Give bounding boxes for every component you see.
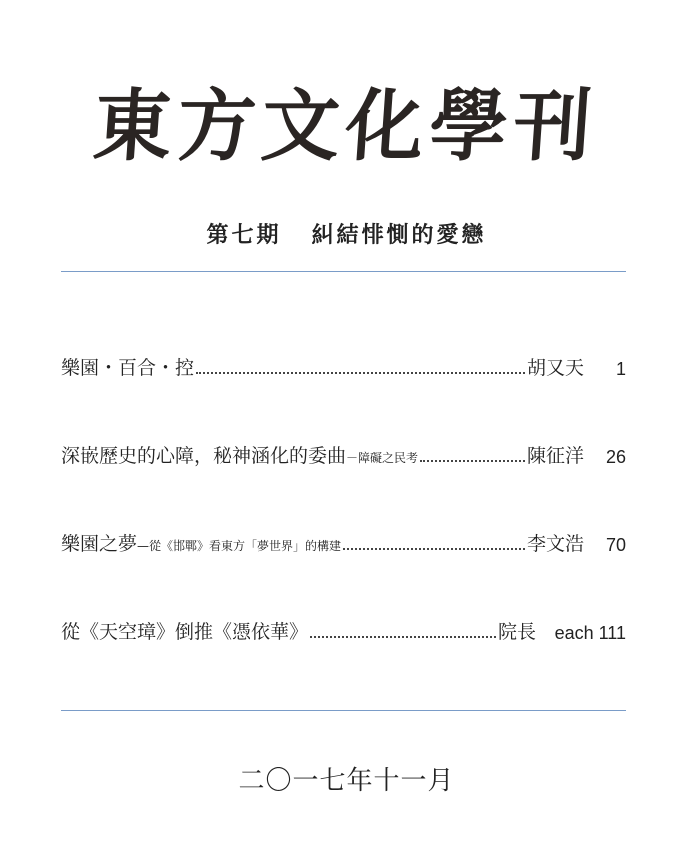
publication-date: 二〇一七年十一月	[238, 766, 455, 796]
toc-entry-title: 深嵌歷史的心障，秘神涵化的委曲－障礙之民考	[61, 445, 419, 467]
toc-leader-dots	[343, 548, 525, 550]
bottom-divider	[61, 710, 626, 711]
toc-entry-title: 樂園・百合・控	[61, 357, 195, 379]
toc-entry-page: each 111	[554, 623, 626, 643]
toc-entry-author: 陳征洋	[526, 445, 584, 467]
toc-entry[interactable]	[61, 516, 626, 556]
issue-theme: 糾結悱惻的愛戀	[311, 222, 487, 248]
top-divider	[61, 271, 626, 272]
toc-entry-page: 26	[605, 447, 626, 467]
toc-entry-subtitle: －障礙之民考	[346, 451, 419, 465]
toc-entry-page: 70	[605, 535, 626, 555]
toc-leader-dots	[196, 372, 525, 374]
toc-entry-page: 1	[615, 359, 626, 379]
issue-number: 第七期	[206, 222, 282, 248]
journal-title: 東方文化學刊	[90, 81, 602, 172]
toc-leader-dots	[310, 636, 496, 638]
toc-entry-author: 李文浩	[526, 533, 584, 555]
toc-entry[interactable]	[61, 428, 626, 468]
toc-entry-title: 從《天空璋》倒推《憑依華》	[61, 621, 309, 643]
toc-entry[interactable]	[61, 604, 626, 644]
toc-entry-subtitle: —從《邯鄲》看東方「夢世界」的構建	[137, 539, 342, 553]
toc-entry-author: 胡又天	[526, 357, 584, 379]
toc-leader-dots	[420, 460, 525, 462]
journal-masthead	[0, 60, 693, 180]
toc-entry-author: 院長	[497, 621, 536, 643]
toc-entry[interactable]	[61, 340, 626, 380]
toc-entry-title: 樂園之夢—從《邯鄲》看東方「夢世界」的構建	[61, 533, 342, 555]
issue-heading	[0, 218, 693, 249]
